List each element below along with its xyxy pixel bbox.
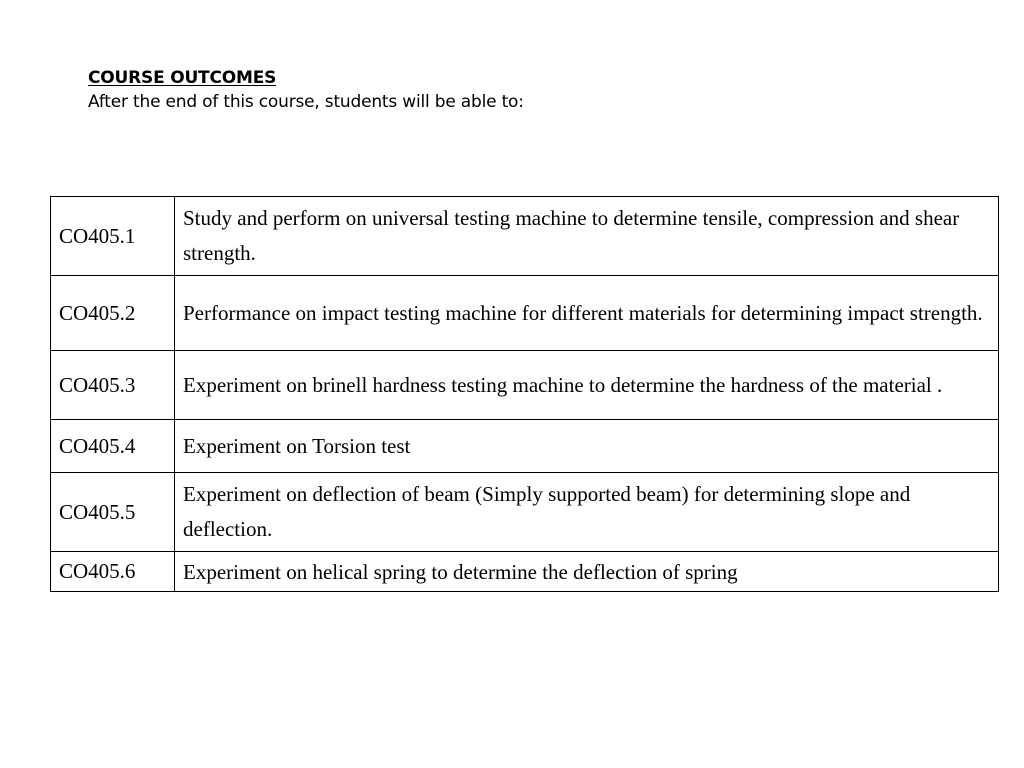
outcome-code: CO405.2 [51, 276, 175, 351]
outcome-code: CO405.4 [51, 420, 175, 473]
outcome-description: Performance on impact testing machine for different materials for determining impact strength. [175, 276, 999, 351]
outcome-code: CO405.1 [51, 197, 175, 276]
table-row [51, 197, 999, 276]
outcome-description: Experiment on deflection of beam (Simply supported beam) for determining slope and deflection. [175, 473, 999, 552]
outcome-code: CO405.3 [51, 351, 175, 420]
outcome-description: Experiment on helical spring to determine the deflection of spring [175, 552, 999, 592]
outcome-description: Study and perform on universal testing machine to determine tensile, compression and shear strength. [175, 197, 999, 276]
heading-block [88, 66, 524, 114]
table-row [51, 351, 999, 420]
page-title: COURSE OUTCOMES [88, 68, 277, 88]
outcome-code: CO405.5 [51, 473, 175, 552]
outcome-code: CO405.6 [51, 552, 175, 592]
table-row [51, 420, 999, 473]
page-subtitle: After the end of this course, students will be able to: [88, 92, 524, 112]
course-outcomes-table [50, 196, 999, 592]
outcome-description: Experiment on brinell hardness testing machine to determine the hardness of the material . [175, 351, 999, 420]
table-row [51, 552, 999, 592]
table-row [51, 276, 999, 351]
outcome-description: Experiment on Torsion test [175, 420, 999, 473]
table-row [51, 473, 999, 552]
